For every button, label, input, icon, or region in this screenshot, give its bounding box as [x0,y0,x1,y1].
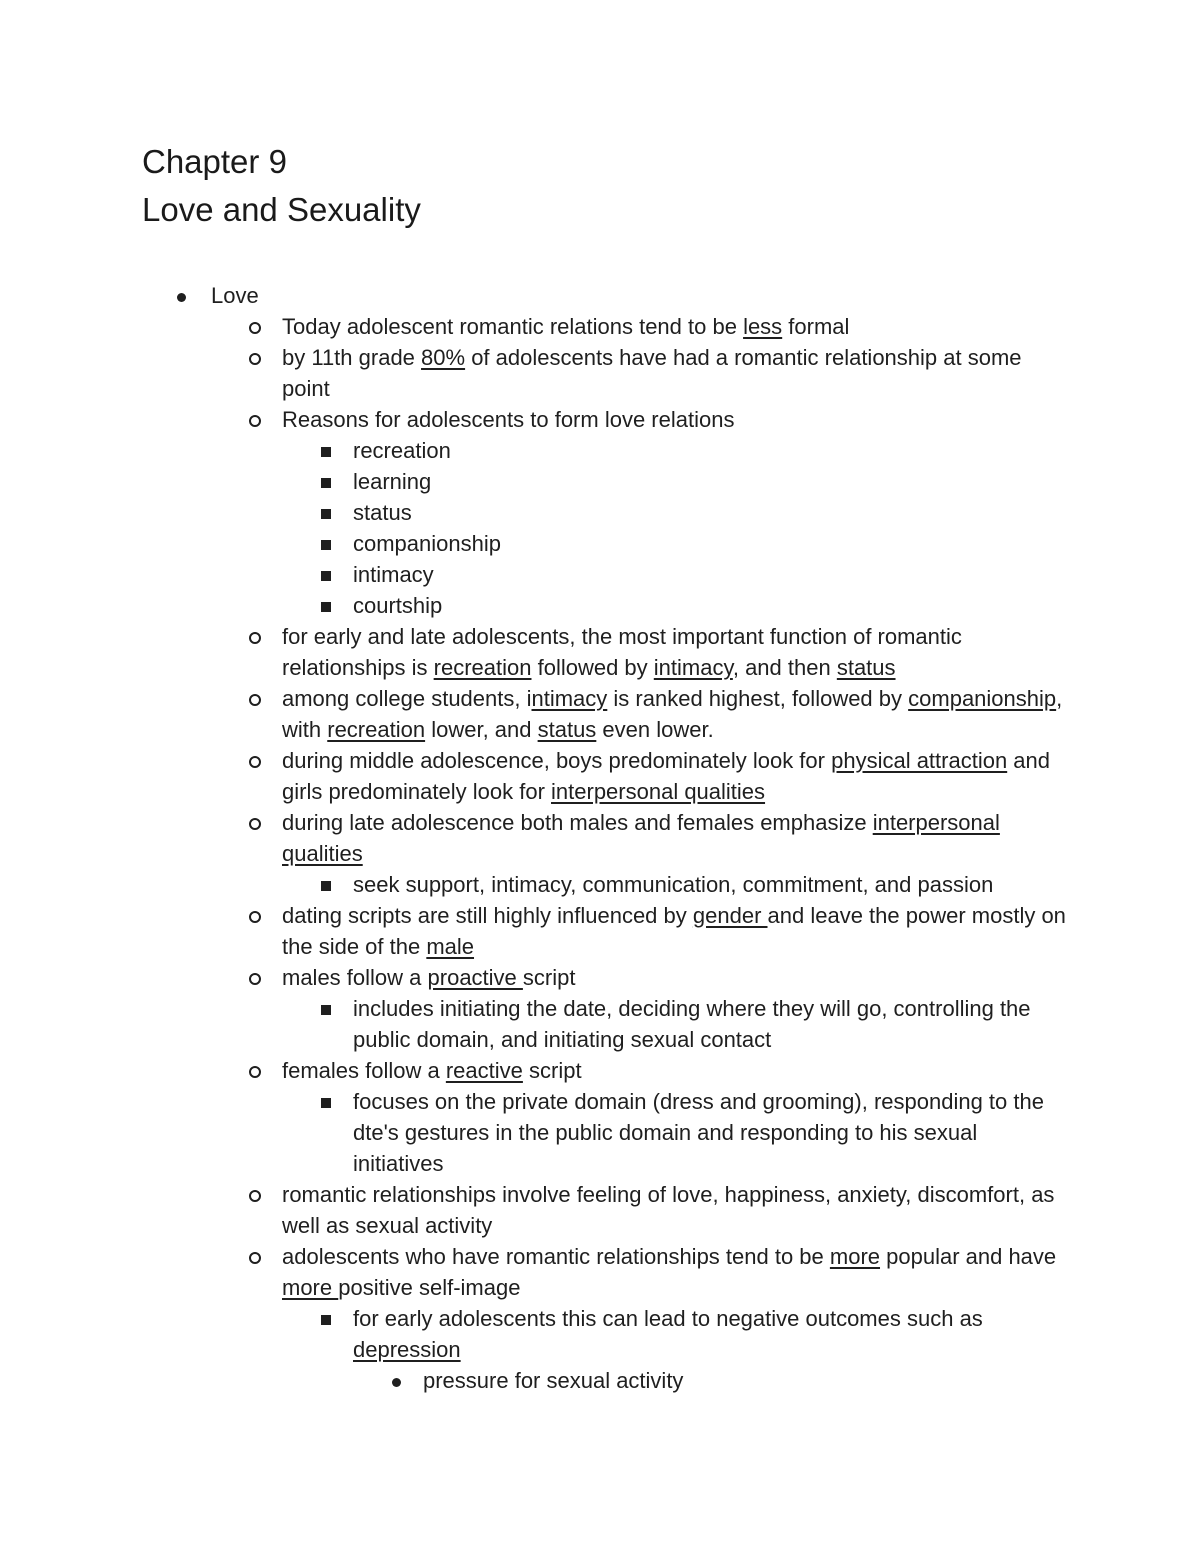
square-icon [316,993,336,1024]
list-item [0,280,1200,311]
underlined-term: reactive [445,1058,523,1083]
underlined-term: recreation [433,655,532,680]
list-item-text: intimacy [353,562,434,587]
list-item [0,342,1200,404]
square-icon [316,497,336,528]
square-icon [316,1303,336,1334]
underlined-term: more [282,1275,339,1300]
list-item-text: companionship [353,531,501,556]
underlined-term: recreation [327,717,426,742]
chapter-title: Chapter 9 [142,143,287,180]
hollow-circle-icon [245,1179,265,1210]
square-icon [316,559,336,590]
list-item-text: Love [211,283,259,308]
list-item-text: during late adolescence both males and females emphasize interpersonal qualities [282,810,1000,866]
list-item [0,900,1200,962]
list-item-text: learning [353,469,432,494]
hollow-circle-icon [245,683,265,714]
list-item-text: by 11th grade 80% of adolescents have had a romantic relationship at some point [282,345,1022,401]
list-item [0,993,1200,1055]
underlined-term: depression [353,1337,461,1362]
square-icon [316,435,336,466]
list-item [0,528,1200,559]
list-item [0,1086,1200,1179]
list-item [0,466,1200,497]
list-item [0,683,1200,745]
list-item [0,590,1200,621]
list-item-text: among college students, intimacy is ranked highest, followed by companionship, with recreation lower, and status even lower. [282,686,1063,742]
underlined-term: interpersonal qualities [282,810,1000,866]
filled-circle-icon [171,280,191,311]
underlined-term: ntimacy [531,686,608,711]
hollow-circle-icon [245,1241,265,1272]
hollow-circle-icon [245,621,265,652]
list-item-text: Today adolescent romantic relations tend to be less formal [282,314,850,339]
underlined-term: status [836,655,896,680]
list-item-text: includes initiating the date, deciding where they will go, controlling the public domain, and initiating sexual contact [353,996,1031,1052]
list-item [0,1055,1200,1086]
list-item-text: recreation [353,438,451,463]
list-item-text: Reasons for adolescents to form love relations [282,407,735,432]
chapter-subtitle: Love and Sexuality [142,191,421,228]
notes-outline [0,280,1200,1396]
list-item-text: seek support, intimacy, communication, commitment, and passion [353,872,994,897]
list-item [0,311,1200,342]
underlined-term: intimacy [653,655,733,680]
list-item [0,559,1200,590]
list-item [0,435,1200,466]
hollow-circle-icon [245,404,265,435]
list-item-text: adolescents who have romantic relationships tend to be more popular and have more positive self-image [282,1244,1057,1300]
square-icon [316,590,336,621]
underlined-term: proactive [427,965,523,990]
list-item [0,621,1200,683]
list-item-text: focuses on the private domain (dress and grooming), responding to the dte's gestures in the public domain and responding to his sexual initiatives [353,1089,1044,1176]
list-item [0,807,1200,869]
hollow-circle-icon [245,342,265,373]
list-item [0,1365,1200,1396]
list-item-text: courtship [353,593,443,618]
underlined-term: interpersonal qualities [551,779,766,804]
underlined-term: companionship [908,686,1057,711]
hollow-circle-icon [245,1055,265,1086]
list-item [0,1179,1200,1241]
list-item [0,404,1200,435]
underlined-term: 80% [421,345,466,370]
underlined-term: status [537,717,597,742]
underlined-term: physical attraction [831,748,1008,773]
hollow-circle-icon [245,311,265,342]
list-item [0,962,1200,993]
list-item-text: for early adolescents this can lead to negative outcomes such as depression [353,1306,983,1362]
list-item [0,745,1200,807]
hollow-circle-icon [245,807,265,838]
list-item-text: during middle adolescence, boys predominately look for physical attraction and girls predominately look for interpersonal qualities [282,748,1051,804]
list-item [0,869,1200,900]
underlined-term: more [829,1244,881,1269]
square-icon [316,528,336,559]
list-item-text: pressure for sexual activity [423,1368,684,1393]
list-item [0,1241,1200,1303]
square-icon [316,869,336,900]
list-item-text: females follow a reactive script [282,1058,582,1083]
hollow-circle-icon [245,900,265,931]
hollow-circle-icon [245,745,265,776]
list-item-text: romantic relationships involve feeling of love, happiness, anxiety, discomfort, as well as sexual activity [282,1182,1055,1238]
list-item-text: males follow a proactive script [282,965,576,990]
filled-circle-icon [386,1365,406,1396]
list-item-text: dating scripts are still highly influenced by gender and leave the power mostly on the side of the male [282,903,1066,959]
list-item [0,1303,1200,1365]
underlined-term: male [426,934,475,959]
list-item-text: status [353,500,412,525]
hollow-circle-icon [245,962,265,993]
square-icon [316,466,336,497]
underlined-term: less [743,314,783,339]
list-item-text: for early and late adolescents, the most important function of romantic relationships is recreation followed by intimacy, and then status [282,624,962,680]
underlined-term: gender [692,903,768,928]
square-icon [316,1086,336,1117]
list-item [0,497,1200,528]
